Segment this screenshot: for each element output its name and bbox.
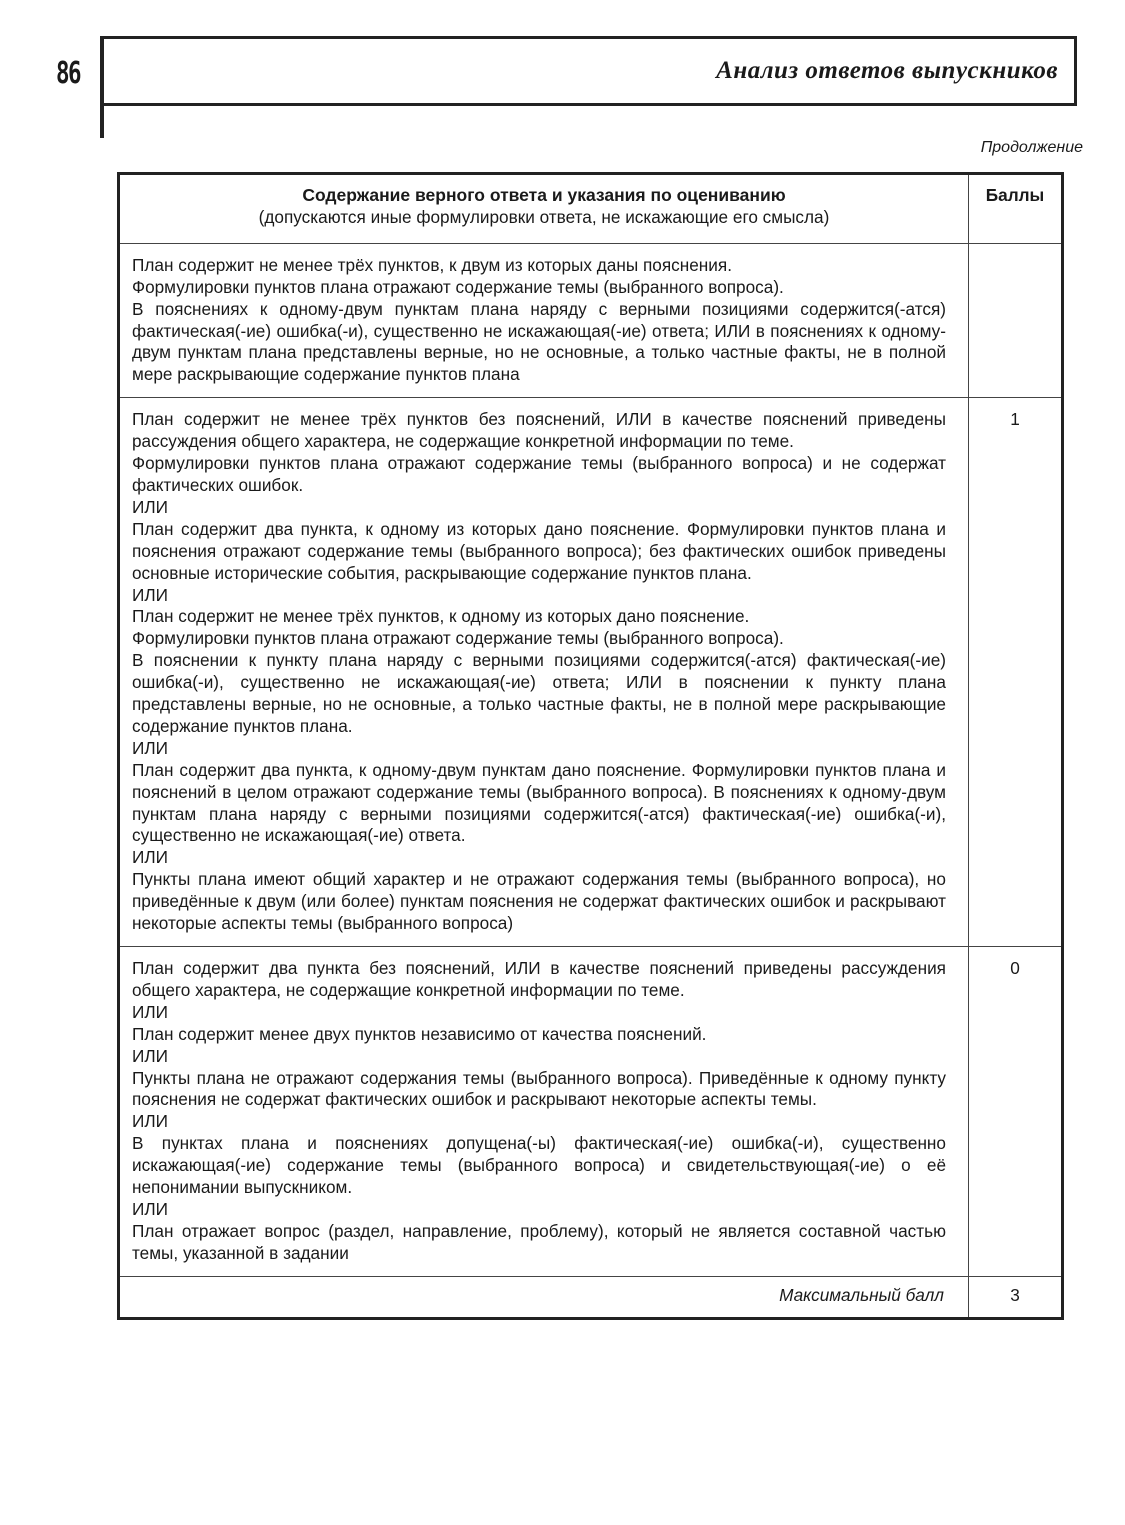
table-row xyxy=(119,947,1063,1277)
criteria-cell xyxy=(119,243,969,397)
max-score-value: 3 xyxy=(969,1276,1063,1318)
criteria-text: План содержит два пункта, к одному из которых дано пояснение. Формулировки пунктов плана и пояснения отражают содержание темы (выбранного вопроса); без фактических ошибок приведены основные исторические события, раскрывающие содержание пунктов плана. xyxy=(132,518,946,583)
criteria-text: План содержит менее двух пунктов независимо от качества пояснений. xyxy=(132,1023,707,1044)
criteria-text: План содержит не менее трёх пунктов, к одному из которых дано пояснение. xyxy=(132,606,750,627)
max-score-row xyxy=(119,1276,1063,1318)
score-column-header: Баллы xyxy=(969,174,1063,244)
criteria-text: В пояснении к пункту плана наряду с верными позициями содержится(-атся) фактическая(-ие) ошибка(-и), существенно не искажающая(-ие) ответа; ИЛИ в пояснении к пункту плана представлены верные, но не основные, а только частные факты, не в полной мере раскрывающие содержание пунктов плана. xyxy=(132,650,946,736)
criteria-text: В пояснениях к одному-двум пунктам плана наряду с верными позициями содержится(-атся) фактическая(-ие) ошибка(-и), существенно не искажающая(-ие) ответа; ИЛИ в пояснениях к одному-двум пунктам плана представлены верные, но не основные, а только частные факты, не в полной мере раскрывающие содержание пунктов плана xyxy=(132,298,946,385)
score-cell xyxy=(969,243,1063,397)
criteria-text: План содержит не менее трёх пунктов без пояснений, ИЛИ в качестве пояснений приведены рассуждения общего характера, не содержащие конкретной информации по теме. xyxy=(132,409,946,452)
or-separator: ИЛИ xyxy=(132,1001,168,1022)
criteria-text: Формулировки пунктов плана отражают содержание темы (выбранного вопроса) и не содержат фактических ошибок. xyxy=(132,453,946,495)
or-separator: ИЛИ xyxy=(132,847,168,868)
score-cell: 0 xyxy=(969,947,1063,1277)
criteria-text: План содержит не менее трёх пунктов, к двум из которых даны пояснения. xyxy=(132,254,732,275)
or-separator: ИЛИ xyxy=(132,496,168,517)
criteria-text: Пункты плана имеют общий характер и не отражают содержания темы (выбранного вопроса), но приведённые к двум (или более) пунктам пояснения не содержат фактических ошибок и раскрывают некоторые аспекты темы (выбранного вопроса) xyxy=(132,869,946,934)
criteria-cell xyxy=(119,398,969,947)
table-body xyxy=(119,243,1063,1276)
or-separator: ИЛИ xyxy=(132,737,168,758)
criteria-text: Пункты плана не отражают содержания темы (выбранного вопроса). Приведённые к одному пункту пояснения не содержат фактических ошибок и раскрывают некоторые аспекты темы. xyxy=(132,1067,946,1110)
or-separator: ИЛИ xyxy=(132,1111,168,1132)
criteria-text: План содержит два пункта без пояснений, ИЛИ в качестве пояснений приведены рассуждения общего характера, не содержащие конкретной информации по теме. xyxy=(132,958,946,1000)
or-separator: ИЛИ xyxy=(132,1045,168,1066)
running-header xyxy=(100,36,1077,106)
content-header-subtitle: (допускаются иные формулировки ответа, не искажающие его смысла) xyxy=(258,206,830,227)
max-score-label: Максимальный балл xyxy=(119,1276,969,1318)
criteria-text: Формулировки пунктов плана отражают содержание темы (выбранного вопроса). xyxy=(132,276,784,297)
criteria-cell xyxy=(119,947,969,1277)
table-row xyxy=(119,243,1063,397)
header-title: Анализ ответов выпускников xyxy=(716,57,1058,84)
header-rule xyxy=(100,104,104,138)
content-column-header xyxy=(119,174,969,244)
criteria-text: Формулировки пунктов плана отражают содержание темы (выбранного вопроса). xyxy=(132,628,784,649)
score-cell: 1 xyxy=(969,398,1063,947)
page-number: 86 xyxy=(56,56,81,91)
table-row xyxy=(119,398,1063,947)
or-separator: ИЛИ xyxy=(132,1198,168,1219)
criteria-text: В пунктах плана и пояснениях допущена(-ы) фактическая(-ие) ошибка(-и), существенно искажающая(-ие) содержание темы (выбранного вопроса) и свидетельствующая(-ие) о её непонимании выпускником. xyxy=(132,1133,946,1198)
criteria-text: План содержит два пункта, к одному-двум пунктам дано пояснение. Формулировки пунктов плана и пояснений в целом отражают содержание темы (выбранного вопроса). В пояснениях к одному-двум пунктам плана наряду с верными позициями содержится(-атся) фактическая(-ие) ошибка(-и), существенно не искажающая(-ие) ответа. xyxy=(132,759,946,846)
or-separator: ИЛИ xyxy=(132,584,168,605)
content-header-title: Содержание верного ответа и указания по оцениванию xyxy=(302,185,786,205)
grading-table xyxy=(117,172,1064,1320)
continuation-note: Продолжение xyxy=(980,139,1083,156)
criteria-text: План отражает вопрос (раздел, направление, проблему), который не является составной частью темы, указанной в задании xyxy=(132,1220,946,1263)
table-header-row xyxy=(119,174,1063,244)
